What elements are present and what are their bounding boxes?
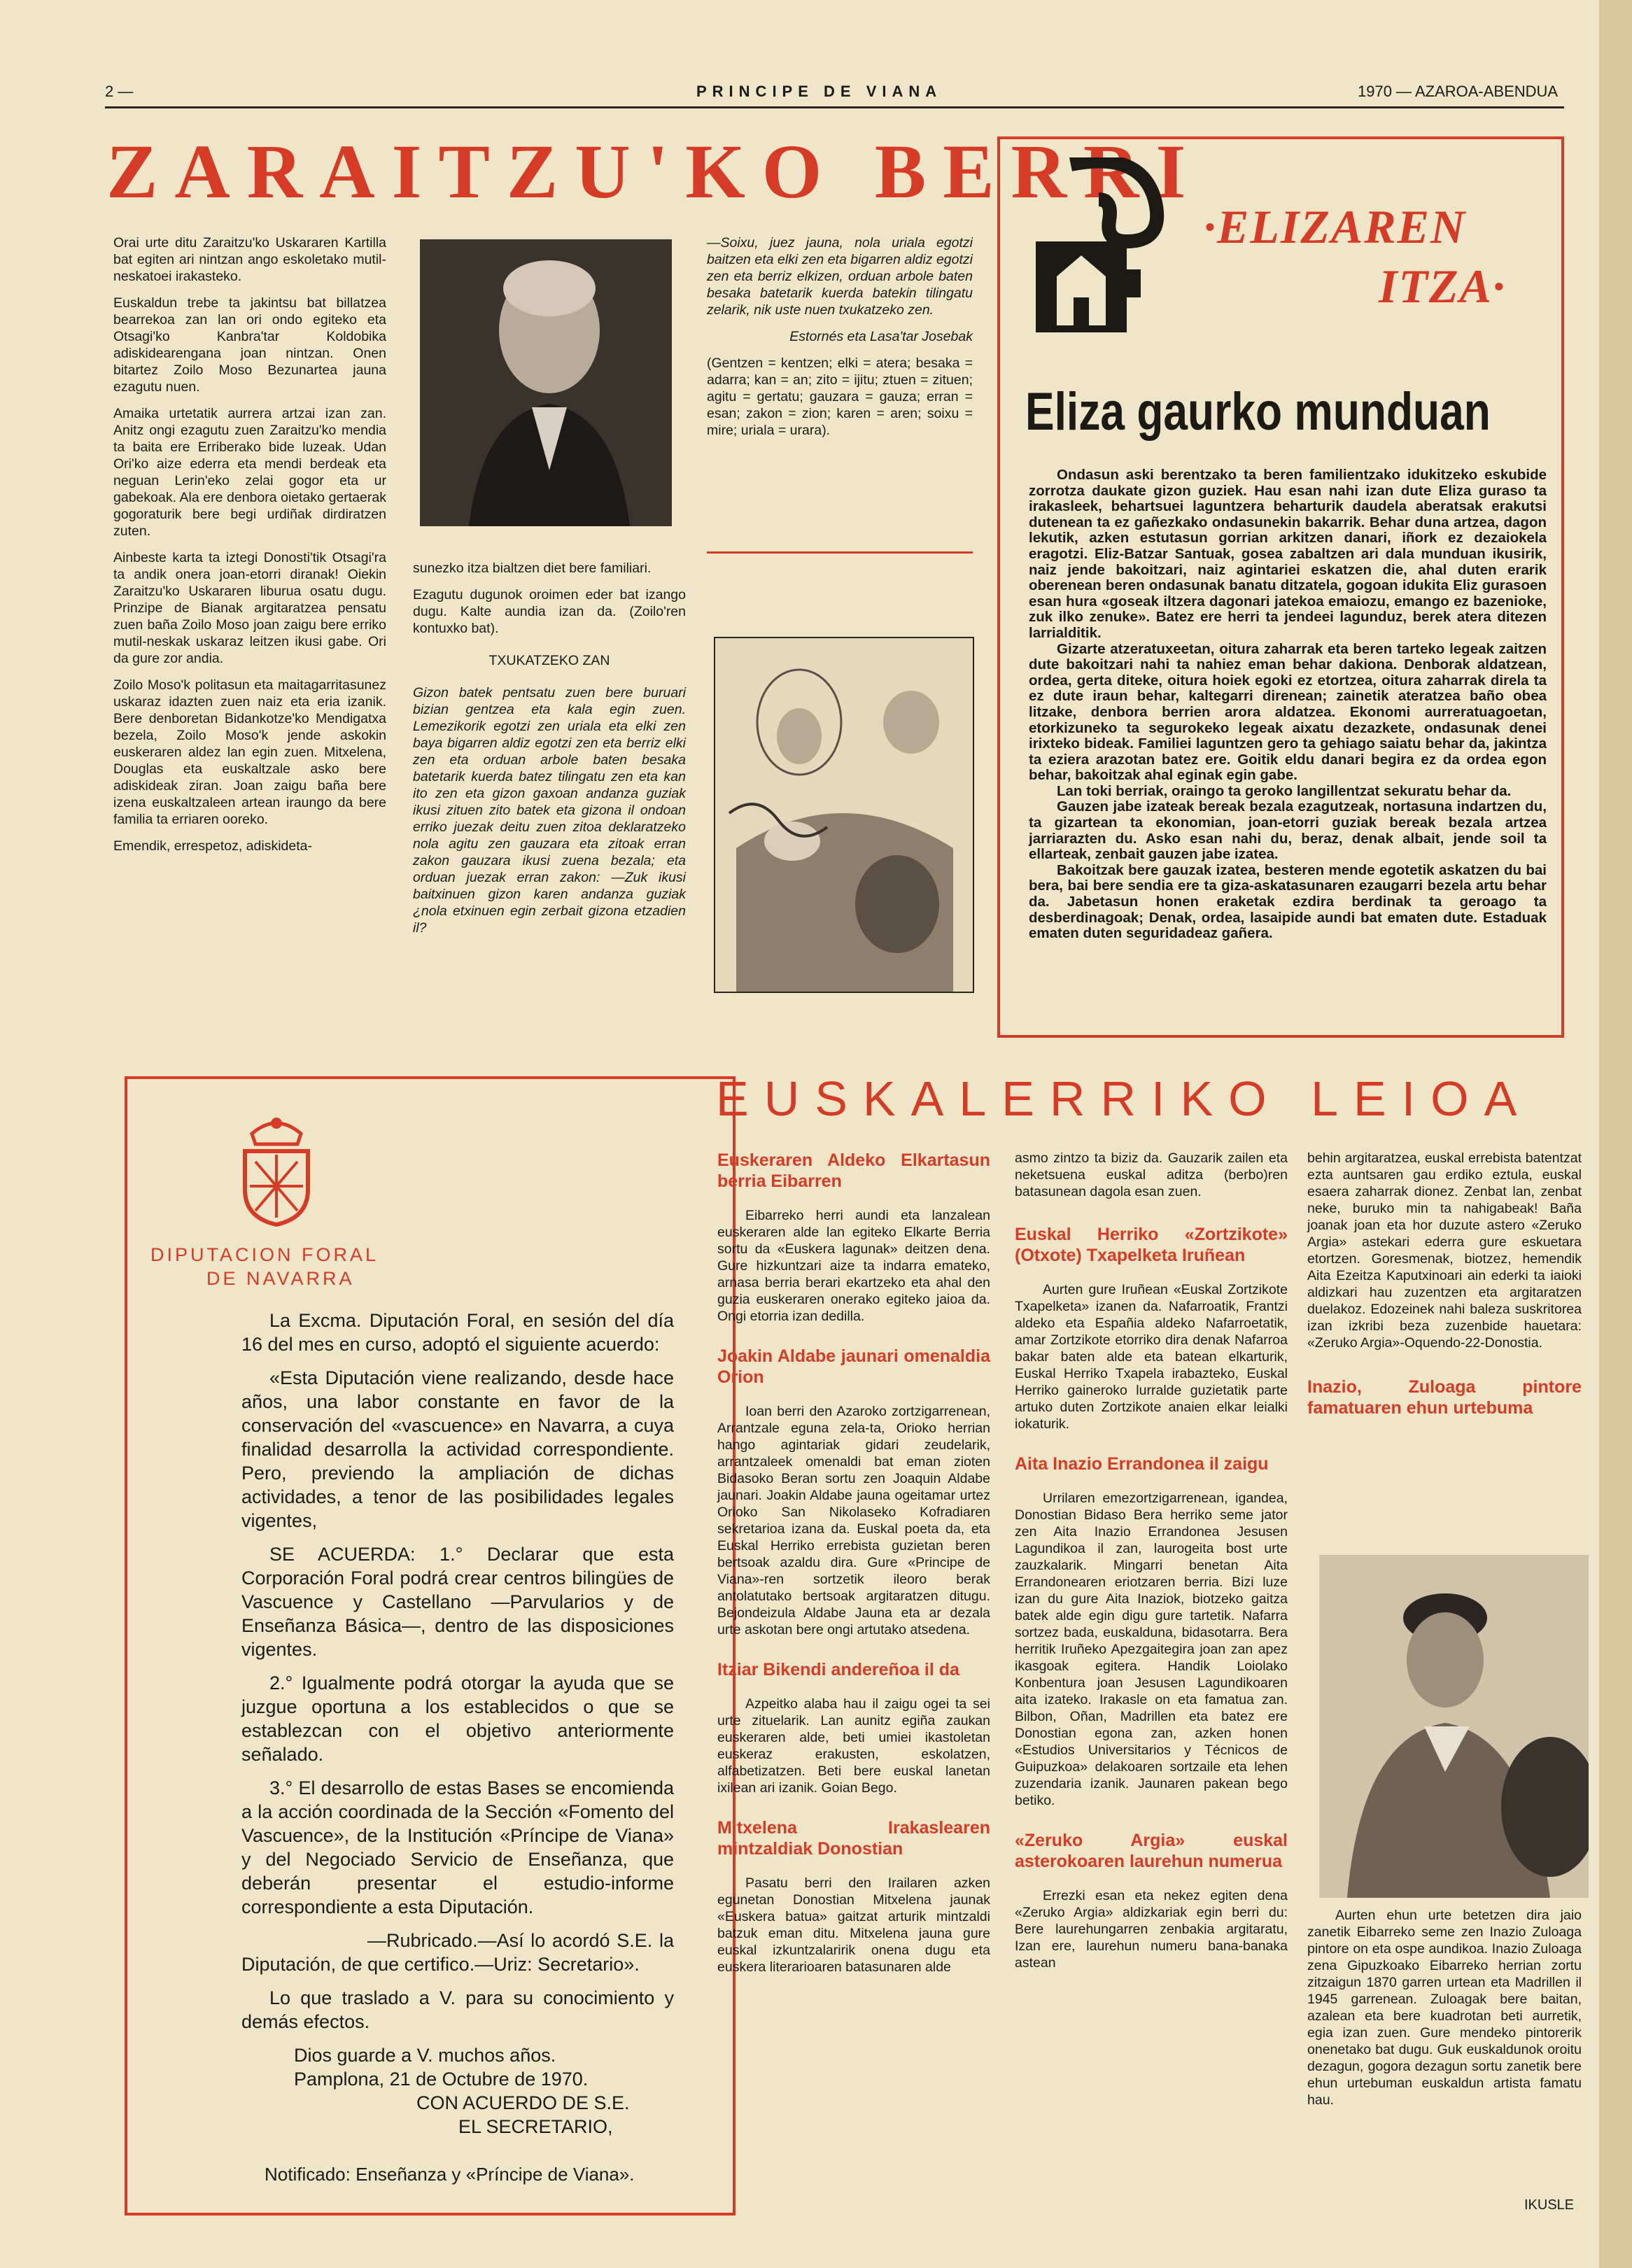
page-edge-strip — [1599, 0, 1632, 2268]
page-number: 2 — — [105, 83, 134, 100]
zoilo-moso-photo — [420, 239, 672, 526]
zaraitzu-col1: Orai urte ditu Zaraitzu'ko Uskararen Kartilla bat egiten ari nintzan ango eskoletako mutil-neskatoei irakasteko. Euskaldun trebe ta jakintsu bat billatzea bearrekoa zan lan ori ondo egiteko eta Otsagi'ko Kanbra'tar Koldobika adiskidearengana joan nintzan. Onen bitartez Zoilo Moso Bezunartea jauna ezagutu nuen. Amaika urtetatik aurrera artzai izan zan. Anitz ongi ezagutu zuen Zaraitzu'ko mendia ta baita ere Erriberako bide luzeak. Udan Ori'ko aize ederra eta mendi berdeak eta neguan Lerin'eko zelai gogor eta ur gabekoak. Ala ere denbora oietako gertaerak gogoraturik bere begi urdiñak dirdiratzen zuten. Ainbeste karta ta iztegi Donosti'tik Otsagi'ra ta andik onera joan-etorri diranak! Oiekin Zaraitzu'ko Uskararen liburua osatu dugu. Prinzipe de Bianak argitaratzea pensatu zuen baña Zoilo Moso joan zaigu bere erriko mutil-neskak uskaraz leitzen ikusi gabe. Ori da gure zor andia. Zoilo Moso'k politasun eta maitagarritasunez uskaraz idazten zuen naiz eta eria izanik. Bere denboretan Bidankotze'ko Mendigatxa bezela, Zoilo Moso'k jende askokin euskeraren aldez lan egin zuen. Mitxelena, Douglas eta euskaltzale asko bere adiskideak ziran. Joan zaigu baña bere izena euskaltzaleen artean iraungo da bere familia ta erriaren ooreko. Emendik, errespetoz, adiskideta- — [113, 235, 386, 854]
leioa-col1: Euskeraren Aldeko Elkartasun berria Eibarren Eibarreko herri aundi eta lanzalean euskeraren alde lan egiteko Elkarte Berria sortu da «Euskera lagunak» deitzen dena. Gure hizkuntzari aize ta indarra emateko, arnasa berria berari ekartzeko eta ahal den guzia euskeraren onerako egiteko jaioa da. Ongi etorria izan dedilla. Joakin Aldabe jaunari omenaldia Orion Ioan berri den Azaroko zortzigarrenean, Arrantzale eguna zela-ta, Orioko herrian hango agintariak gidari zeudelarik, arrantzaleek omenaldi bat eman zioten Bidasoko Beran sortu zen Joaquin Aldabe jaunari. Joakin Aldabe jauna ogeitamar urtez Orioko San Nikolaseko Kofradiaren sekretarioa izana da. Euskal poeta da, eta Euskal Herriko errebista guzietan beren bertsoak azaldu dira. Gure «Principe de Viana»-ren sortzetik ileoro berak antolatutako bertsoak argitaratzen ditugu. Bejondeizula Aldabe Jauna eta ar dezala urte askotan bere ongi artutako atsedena. Itziar Bikendi andereñoa il da Azpeitko alaba hau il zaigu ogei ta sei urte zituelarik. Lan aunitz egiña zaukan euskeraren alde, beti umiei ikastoletan euskeraz erakusten, eskolatzen, alfabetizatzen. Beti bere euskal lanetan ixilean ari izanik. Goian Bego. Mitxelena Irakaslearen mintzaldiak Donostian Pasatu berri den Irailaren azken egunetan Donostian Mitxelena jaunak «Euskera batua» gaitzat arturik mintzaldi batzuk eman ditu. Mitxelena jauna gure euskal izkuntzalaririk onena dugu eta euskera literarioaren batasunaren alde — [717, 1150, 990, 1975]
elizaren-logo-line2: ITZA· — [1379, 260, 1506, 313]
elizaren-logo-line1: ·ELIZAREN — [1204, 200, 1467, 253]
leioa-heading-errandonea: Aita Inazio Errandonea il zaigu — [1015, 1454, 1269, 1474]
diputacion-notified: Notificado: Enseñanza y «Príncipe de Viana». — [265, 2164, 635, 2185]
church-key-icon — [1029, 157, 1169, 339]
leioa-title: EUSKALERRIKO LEIOA — [716, 1071, 1533, 1126]
leioa-col3: behin argitaratzea, euskal errebista batentzat ezta auntsaren gau erdiko eztula, euskal esaera zaharrak dionez. Zenbat lan, zenbat neke, buruko min ta nahigabeak! Baña joanak joan eta hor duzute astero «Zeruko Argia» astekari ederra gure eskuetara etortzen. Goresmenak, biotzez, hemendik Aita Ezeitza Kaputxinoari ain ederki ta iaioki aldizkari hau zuzentzen eta argitaratzen duelakoz. Edozeinek nahi baleza suskritorea izan izkribi beza zuzenbide hauetara: «Zeruko Argia»-Oquendo-22-Donostia. Inazio, Zuloaga pintore famatuaren ehun urtebuma — [1307, 1150, 1582, 1418]
txukatzeko-heading: TXUKATZEKO ZAN — [488, 653, 610, 668]
issue-date: 1970 — AZAROA-ABENDUA — [1358, 83, 1559, 100]
diputacion-letter: La Excma. Diputación Foral, en sesión del día 16 del mes en curso, adoptó el siguiente acuerdo: «Esta Diputación viene realizando, desde hace años, una labor constante en favor de la conservación del «vascuence» en Navarra, a cuya finalidad desarrolla la actividad correspondiente. Pero, previendo la ampliación de dichas actividades, a tenor de las posibilidades legales vigentes, SE ACUERDA: 1.° Declarar que esta Corporación Foral podrá crear centros bilingües de Vascuence y Castellano —Parvularios y de Enseñanza Básica—, dentro de las disposiciones vigentes. 2.° Igualmente podrá otorgar la ayuda que se juzgue oportuna a los establecidos o que se establezcan con el objetivo anteriormente señalado. 3.° El desarrollo de estas Bases se encomienda a la acción coordinada de la Sección «Fomento del Vascuence», de la Institución «Príncipe de Viana» y del Negociado Servicio de Enseñanza, que deberán presentar el estudio-informe correspondiente a esta Diputación. —Rubricado.—Así lo acordó S.E. la Diputación, de que certifico.—Uriz: Secretario». Lo que traslado a V. para su conocimiento y demás efectos. Dios guarde a V. muchos años. Pamplona, 21 de Octubre de 1970. CON ACUERDO DE S.E. EL SECRETARIO, — [241, 1310, 674, 2137]
leioa-heading-eibar: Euskeraren Aldeko Elkartasun berria Eibarren — [717, 1150, 990, 1191]
zaraitzu-col2: sunezko itza bialtzen diet bere familiari. Ezagutu dugunok oroimen eder bat izango dugu. Kalte aundia izan da. (Zoilo'ren kontuxko bat). TXUKATZEKO ZAN Gizon batek pentsatu zuen bere buruari bizian gentzea eta kala egin zuen. Lemezikorik egotzi zen uriala eta elki zen baya bigarren aldiz egotzi zen eta berriz elki zen eta orduan arbole baten besaka batetarik kuerda batez tilingatu zen eta kan ito zen eta gizon gaxoan andanza guziak ikusi zituen zito batek eta gizona il ondoan erriko juezak deitu zuen zitoa deklaratzeko nola agitu zen gauzara eta zitoak erran zakon gauzara ikusi zuena bezala; eta orduan juezak erran zakon: —Zuk ikusi baitxinuen gizon karen andanza guziak ¿nola etxinuen egin zerbait gizona etzadien il? — [413, 561, 686, 936]
diputacion-org-line2: DE NAVARRA — [206, 1268, 355, 1289]
navarra-coat-of-arms — [234, 1113, 318, 1228]
leioa-col2: asmo zintzo ta biziz da. Gauzarik zailen eta neketsuena euskal aditza (berbo)ren batasunean dagola esan zuen. Euskal Herriko «Zortzikote» (Otxote) Txapelketa Iruñean Aurten gure Iruñean «Euskal Zortzikote Txapelketa» izanen da. Nafarroatik, Frantzi aldeko eta Españia aldeko Nafarroetatik, amar Zortzikote etorriko dira denak Nafarroa bakar baten alde eta batean elkarturik, Euskal Herriko Txapela irabazteko, Euskal Herriko gaineroko lurralde guzietatik parte artuko duten Zortzikote anaien elkar leialki iokaturik. Aita Inazio Errandonea il zaigu Urrilaren emezortzigarrenean, igandea, Donostian Bidaso Bera herriko seme jator zen Aita Inazio Errandonea Jesusen Lagundikoa il zan, laurogeita bost urte zauzkalarik. Mingarri benetan Aita Errandonearen eriotzaren berria. Bizi luze izan du gure Aita Inaziok, biotzeko gaitza batek alde egin digu gure tartetik. Nafarra sortzez bada, euskalduna, bidasotarra. Bera herritik Iruñeko Apezgaitegira joan zan apez ikasgoak egitera. Handik Loiolako Konbentura joan Jesusen Lagundikoaren aita izateko. Irakasle on eta famatua zan. Bilbon, Oñan, Madrillen eta batez ere Donostian egona zan, azken honen «Estudios Universitarios y Técnicos de Guipuzkoa» delakoaren sortzaile eta lehen zuzendaria izanik. Jaunaren pakean bego betiko. «Zeruko Argia» euskal asterokoaren laurehun numerua Errezki esan eta nekez egiten dena «Zeruko Argia» aldizkariak egin berri du: Bere laurehungarren zenbakia argitaratu, Izan ere, laurehun numeru bana-banaka astean — [1015, 1150, 1288, 1971]
leioa-heading-zuloaga: Inazio, Zuloaga pintore famatuaren ehun urtebuma — [1307, 1377, 1582, 1418]
leioa-heading-zeruko-argia: «Zeruko Argia» euskal asterokoaren laurehun numerua — [1015, 1831, 1288, 1871]
zaraitzu-title: ZARAITZU'KO BERRI — [106, 129, 1203, 214]
leioa-heading-aldabe: Joakin Aldabe jaunari omenaldia Orion — [717, 1346, 990, 1387]
elizaren-title: Eliza gaurko munduan — [1025, 382, 1491, 442]
leioa-col3-zuloaga-body: Aurten ehun urte betetzen dira jaio zanetik Eibarreko seme zen Inazio Zuloaga pintore on eta ospe aundikoa. Inazio Zuloaga zena Gipuzkoako Eibarreko herrian zortu zitzaigun 1870 garren urtean eta Madrillen il 1945 garrenean. Zuloagak bere baitan, azalean eta bere kuadrotan beti aurretik, egia izan zuen. Gure mendeko pintorerik onenetako bat dugu. Guk euskaldunok oroitu dezagun, gogora dezagun sortu zanetik bere ehun urtebuman euskaldun artista famatu hau. — [1307, 1908, 1582, 2108]
magazine-name: PRINCIPE DE VIANA — [696, 83, 943, 100]
leioa-signature: IKUSLE — [1524, 2197, 1575, 2213]
zaraitzu-col3: —Soixu, juez jauna, nola uriala egotzi baitzen eta elki zen eta bigarren aldiz egotzi zen eta berriz elkizen, orduan arbole baten besaka batetarik kuerda batekin tilingatu zelarik, nik uste nuen txukatzeko zen. Estornés eta Lasa'tar Josebak (Gentzen = kentzen; elki = atera; besaka = adarra; kan = an; zito = ijitu; ztuen = zituen; agitu = gertatu; gauzara = gauza; erran = esan; zakon = zion; karen = aren; soixu = mire; uriala = urara). — [707, 235, 973, 438]
header-rule — [105, 106, 1564, 108]
zaraitzu-red-divider — [707, 551, 973, 554]
leioa-heading-mitxelena: Mitxelena Irakaslearen mintzaldiak Donostian — [717, 1818, 990, 1859]
nativity-illustration — [714, 637, 974, 993]
zuloaga-portrait — [1319, 1555, 1589, 1898]
diputacion-org-line1: DIPUTACION FORAL — [150, 1244, 379, 1265]
leioa-heading-bikendi: Itziar Bikendi andereñoa il da — [717, 1660, 959, 1679]
elizaren-body: Ondasun aski berentzako ta beren familientzako idukitzeko eskubide zorrotza daukate gizon guziek. Hau esan nahi izan dute Eliza guraso ta irakasleek, behartsuei laguntzera beharturik daudela aberatsak erakutsi dutenean ta ez gañezkako ondasunekin bakarrik. Behar duna artzea, dagon lekutik, azken estutasun gorrian arkitzen danari, iñork ez dezaiokela eragotzi. Eliz-Batzar Santuak, gosea zabaltzen ari dala munduan ikusirik, naiz jende bakoitzari, naiz agintariei eskatzen die, ahal duten erarik oberenean beren ondasunak banatu ditzatela, gogoan idukita Eliz gurasoen esan hura «goseak iltzera dagonari jatekoa emaiozu, emango ez bazenioke, zuk ilko zenuke». Batez ere herri ta jendeei lagunduz, berek atera ditezen larrialditik. Gizarte atzeratuxeetan, oitura zaharrak eta beren tarteko legeak zaitzen dute bakoitzari nahi ta nahiez eman behar dakiona. Denborak aldatzean, ordea, gerta diteke, oitura hoiek egoki ez etortzea, oitura zaharrak direla ta ez dute iraun behar, kaltegarri direnean; zainetik ateratzea baño obea litzake, denbora berrien arora aldatzea. Ekonomi aurreratuagoetan, etorkizuneko ta segurokeko legeak aixatu dezazkete, ondasunak denei irixteko bideak. Familiei laguntzen gero ta gehiago saiatu behar da, jakintza ta eziera arazotan batez ere. Goitik eldu danari begira ez da ordea egon behar, bakoitzak ahal eginak egin gabe. Lan toki berriak, oraingo ta geroko langillentzat sekuratu behar da. Gauzen jabe izateak bereak bezala ezagutzeak, nortasuna indartzen du, ta gizartean ta ekonomian, joan-etorri guziak bereak bezala artzea jarriarazten du. Asko esan nahi du, beraz, denak albait, jende soil ta ellarteak, zenbait gauzen jabe izatea. Bakoitzak bere gauzak izatea, besteren mende egotetik askatzen du bai bera, bai bere sendia ere ta giza-askatasunaren ezaugarri bezela artu behar da. Jabetasun honen eraketak ezdira berdinak ta geroago ta desberdinagoak; Denak, ordea, lasaipide aundi bat ematen dute. Estaduak ematen duten seguridadeaz gañera. — [1029, 467, 1547, 942]
leioa-heading-zortzikote: Euskal Herriko «Zortzikote» (Otxote) Txapelketa Iruñean — [1015, 1225, 1288, 1265]
